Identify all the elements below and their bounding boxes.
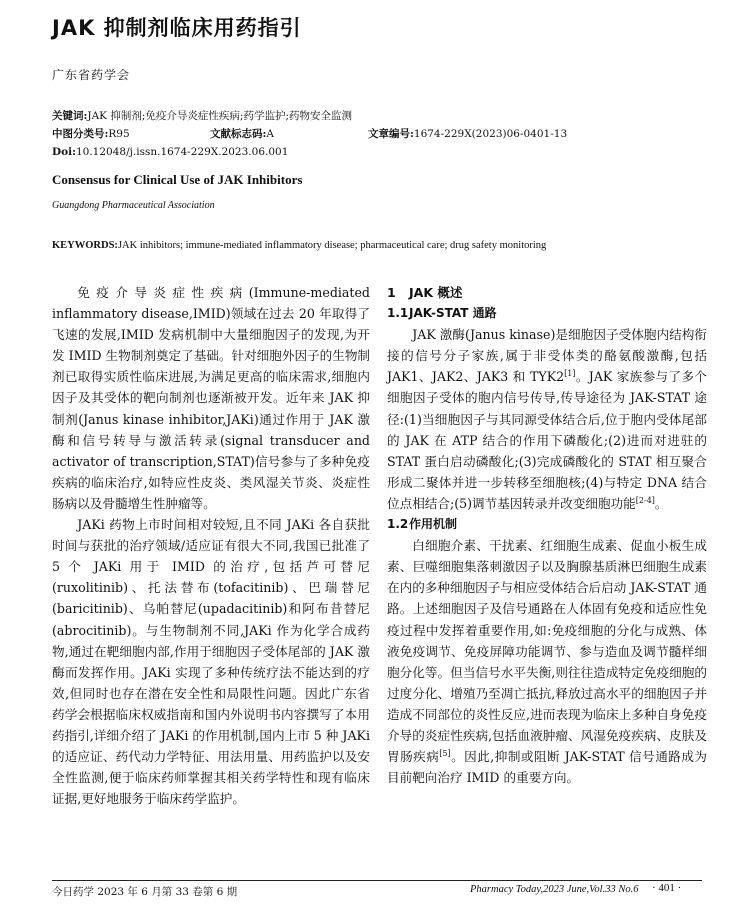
english-title: Consensus for Clinical Use of JAK Inhibitors <box>52 172 303 187</box>
subsection-number: 1.1 <box>387 306 409 321</box>
jak-stat-paragraph <box>387 324 707 514</box>
english-author: Guangdong Pharmaceutical Association <box>52 200 215 211</box>
subsection-heading-1-1 <box>387 303 707 324</box>
chinese-keywords <box>52 108 352 125</box>
page-number: · 401 · <box>652 882 682 894</box>
paragraph-text: 白细胞介素、干扰素、红细胞生成素、促血小板生成素、巨噬细胞集落刺激因子以及胸腺基质淋巴细胞生成素在内的多种细胞因子与相应受体结合后启动 JAK-STAT 通路。上述细胞因子及信号通路在人体固有免疫和适应性免疫过程中发挥着重要作用,如:免疫细胞的分化与成熟、体液免疫调节、免疫屏障功能调节、参与造血及调节髓样细胞分化等。但当信号水平失衡,则往往造成特定免疫细胞的过度分化、增殖乃至凋亡抵抗,释放过高水平的细胞因子并造成不同部位的炎性反应,进而表现为临床上多种自身免疫介导的炎症性疾病,包括血液肿瘤、风湿免疫疾病、皮肤及胃肠疾病 <box>387 538 707 765</box>
citation: [5] <box>439 748 451 758</box>
citation: [2-4] <box>635 495 655 505</box>
paragraph-text: 。 <box>654 495 668 511</box>
section-heading-1 <box>387 282 707 303</box>
paragraph-text: 。因此,抑制或阻断 JAK-STAT 信号通路成为目前靶向治疗 IMID 的重要方向。 <box>387 749 707 786</box>
citation: [1] <box>564 369 576 379</box>
article-title: JAK 抑制剂临床用药指引 <box>52 16 302 40</box>
clc-field <box>52 126 210 143</box>
subsection-title: JAK-STAT 通路 <box>409 306 497 321</box>
subsection-number: 1.2 <box>387 517 409 532</box>
mechanism-paragraph <box>387 535 707 788</box>
article-no-field <box>368 126 567 143</box>
footer-divider <box>52 880 702 881</box>
intro-paragraph-1: 免疫介导炎症性疾病(Immune-mediated inflammatory disease,IMID)领域在过去 20 年取得了飞速的发展,IMID 发病机制中大量细胞因子的发现,为开发 IMID 生物制剂奠定了基础。针对细胞外因子的生物制剂已取得实质性临床进展,为满足更高的临床需求,细胞内因子及其受体的靶向制剂也逐渐被开发。近年来 JAK 抑制剂(Janus kinase inhibitor,JAKi)通过作用于 JAK 激酶和信号转导与激活转录(signal transducer and activator of transcription,STAT)信号参与了多种免疫疾病的临床治疗,如特应性皮炎、类风湿关节炎、炎症性肠病以及骨髓增生性肿瘤等。 <box>52 285 371 511</box>
article-author: 广东省药学会 <box>52 68 131 82</box>
clc-value: R95 <box>108 128 130 140</box>
article-no-value: 1674-229X(2023)06-0401-13 <box>413 128 568 140</box>
subsection-title: 作用机制 <box>409 517 458 532</box>
article-no-label: 文章编号: <box>368 128 414 140</box>
classification-row <box>52 126 712 143</box>
subsection-heading-1-2 <box>387 514 707 535</box>
doc-code-value: A <box>266 128 274 140</box>
english-keywords <box>52 240 546 251</box>
doi-value: 10.12048/j.issn.1674-229X.2023.06.001 <box>75 146 289 158</box>
intro-paragraph-2: JAKi 药物上市时间相对较短,且不同 JAKi 各自获批时间与获批的治疗领域/适应证有很大不同,我国已批准了 5 个 JAKi 用于 IMID 的治疗,包括芦可替尼(ruxolitinib)、托法替布(tofacitinib)、巴瑞替尼(baricitinib)、乌帕替尼(upadacitinib)和阿布昔替尼(abrocitinib)。与生物制剂不同,JAKi 作为化学合成药物,通过在靶细胞内部,作用于细胞因子受体尾部的 JAK 激酶而发挥作用。JAKi 实现了多种传统疗法不能达到的疗效,但同时也存在潜在安全性和局限性问题。因此广东省药学会根据临床权威指南和国内外说明书内容撰写了本用药指引,详细介绍了 JAKi 的作用机制,国内上市 5 种 JAKi 的适应证、药代动力学特征、用法用量、用药监护以及安全性监测,便于临床药师掌握其相关药学特性和现有临床证据,更好地服务于临床药学监护。 <box>52 517 370 807</box>
paragraph-text: 。JAK 家族参与了多个细胞因子受体的胞内信号传导,传导途径为 JAK-STAT 途径:(1)当细胞因子与其同源受体结合后,位于胞内受体尾部的 JAK 在 ATP 结合的作用下磷酸化;(2)进而对进驻的 STAT 蛋白启动磷酸化;(3)完成磷酸化的 STAT 相互聚合形成二聚体并进一步转移至细胞核;(4)与特定 DNA 结合位点相结合;(5)调节基因转录并改变细胞功能 <box>387 369 707 511</box>
section-number: 1 <box>387 285 396 300</box>
keywords-label: 关键词: <box>52 110 88 122</box>
doi-label: Doi: <box>52 146 76 158</box>
doc-code-field <box>210 126 368 143</box>
left-column <box>52 282 370 809</box>
paragraph-text: JAK 激酶(Janus kinase)是细胞因子受体胞内结构衔接的信号分子家族,属于非受体类的酪氨酸激酶,包括 JAK1、JAK2、JAK3 和 TYK2 <box>387 327 707 385</box>
section-title: JAK 概述 <box>409 285 463 300</box>
right-column <box>387 282 707 788</box>
footer-journal-cn: 今日药学 2023 年 6 月第 33 卷第 6 期 <box>52 886 238 898</box>
clc-label: 中图分类号: <box>52 128 109 140</box>
footer-journal-en: Pharmacy Today,2023 June,Vol.33 No.6 <box>470 884 639 895</box>
doc-code-label: 文献标志码: <box>210 128 267 140</box>
english-keywords-text: JAK inhibitors; immune-mediated inflammatory disease; pharmaceutical care; drug safety monitoring <box>117 240 547 251</box>
keywords-text: JAK 抑制剂;免疫介导炎症性疾病;药学监护;药物安全监测 <box>87 110 352 122</box>
english-keywords-label: KEYWORDS: <box>52 240 118 251</box>
doi-row <box>52 144 288 161</box>
